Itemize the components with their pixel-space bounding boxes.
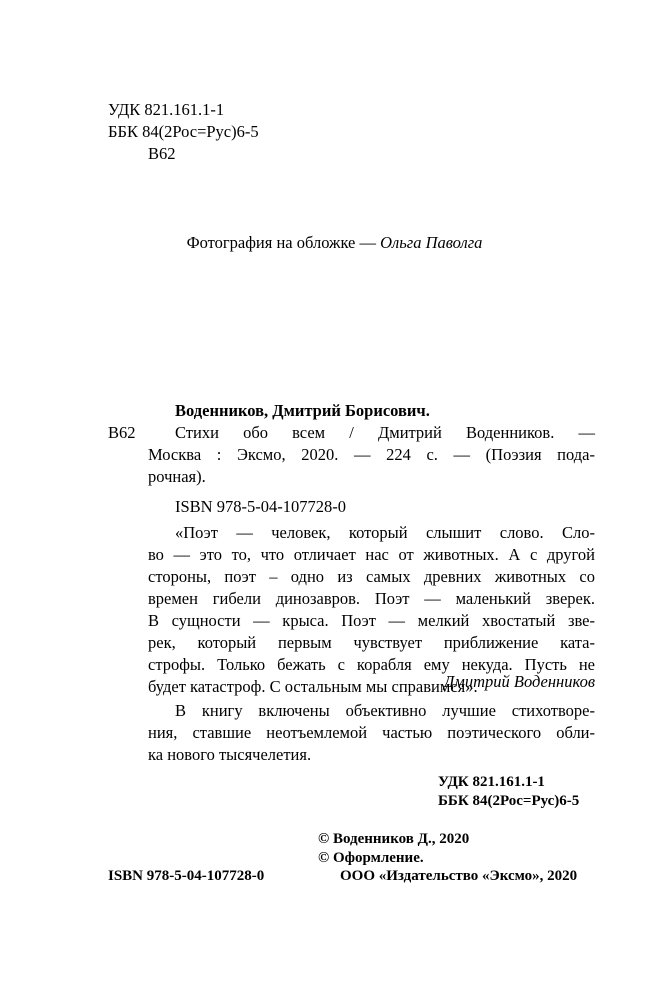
copyright-publisher: ООО «Издательство «Эксмо», 2020 <box>340 868 578 884</box>
quote-attribution: Дмитрий Воденников <box>443 672 595 691</box>
annotation-line: В книгу включены объективно лучшие стихотворе- <box>175 701 595 720</box>
quote-line: во — это то, что отличает нас от животных. А с другой <box>148 545 595 564</box>
bib-code: В62 <box>108 423 136 442</box>
quote-line: рек, который первым чувствует приближение ката- <box>148 633 595 652</box>
annotation-first <box>175 700 595 722</box>
bib-line: Москва : Эксмо, 2020. — 224 с. — (Поэзия пода- <box>148 445 595 464</box>
quote-line: В сущности — крыса. Поэт — мелкий хвостатый зве- <box>148 611 595 630</box>
author-sign-top: В62 <box>148 144 176 163</box>
bib-description <box>175 422 595 444</box>
quote-line: будет катастроф. С остальным мы справимся». <box>148 677 478 696</box>
photo-credit-label: Фотография на обложке — <box>186 233 381 252</box>
photo-credit-author: Ольга Паволга <box>380 233 483 252</box>
udk-code-top: УДК 821.161.1-1 <box>108 100 225 119</box>
copyright-design: © Оформление. <box>318 850 424 866</box>
quote-line: строфы. Только бежать с корабля ему некуда. Пусть не <box>148 655 595 674</box>
quote-line: «Поэт — человек, который слышит слово. Сло- <box>175 523 595 542</box>
bbk-code-bottom: ББК 84(2Рос=Рус)6-5 <box>438 793 580 809</box>
copyright-author: © Воденников Д., 2020 <box>318 831 470 847</box>
bib-author: Воденников, Дмитрий Борисович. <box>175 401 430 420</box>
bib-isbn: ISBN 978-5-04-107728-0 <box>175 497 346 516</box>
quote-line: времен гибели динозавров. Поэт — маленький зверек. <box>148 589 595 608</box>
udk-code-bottom: УДК 821.161.1-1 <box>438 774 545 790</box>
bib-line: Стихи обо всем / Дмитрий Воденников. — <box>175 423 595 442</box>
quote-line: стороны, поэт – одно из самых древних животных со <box>148 567 595 586</box>
quote-first <box>175 522 595 544</box>
annotation-body <box>148 722 595 766</box>
annotation-line: ка нового тысячелетия. <box>148 745 312 764</box>
isbn-bottom: ISBN 978-5-04-107728-0 <box>108 868 265 884</box>
bbk-code-top: ББК 84(2Рос=Рус)6-5 <box>108 122 259 141</box>
bib-line: рочная). <box>148 467 206 486</box>
annotation-line: ния, ставшие неотъемлемой частью поэтического обли- <box>148 723 595 742</box>
photo-credit <box>0 232 669 254</box>
bib-description-cont <box>148 444 595 488</box>
